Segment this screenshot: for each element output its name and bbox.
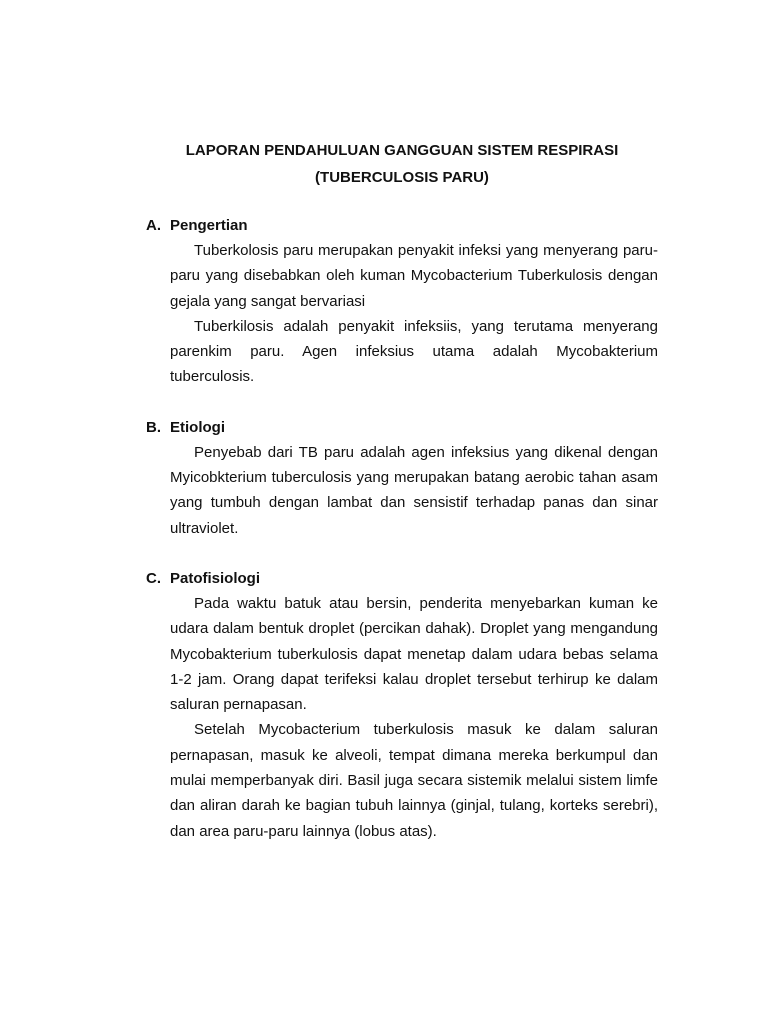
title-line-1: LAPORAN PENDAHULUAN GANGGUAN SISTEM RESPIRASI <box>185 142 619 159</box>
title-line-2: (TUBERCULOSIS PARU) <box>315 169 489 186</box>
section-heading <box>146 213 658 238</box>
paragraph: Tuberkilosis adalah penyakit infeksiis, yang terutama menyerang parenkim paru. Agen infeksius utama adalah Mycobakterium tuberculosis. <box>170 317 658 386</box>
section-letter: A. <box>146 217 161 234</box>
paragraph: Penyebab dari TB paru adalah agen infeksius yang dikenal dengan Myicobkterium tuberculosis yang merupakan batang aerobic tahan asam yang tumbuh dengan lambat dan sensistif terhadap panas dan sinar ultraviolet. <box>170 443 658 537</box>
paragraph: Pada waktu batuk atau bersin, penderita menyebarkan kuman ke udara dalam bentuk droplet (percikan dahak). Droplet yang mengandung Mycobakterium tuberkulosis dapat menetap dalam udara bebas selama 1-2 jam. Orang dapat terifeksi kalau droplet tersebut terhirup ke dalam saluran pernapasan. <box>170 594 658 714</box>
paragraph: Tuberkolosis paru merupakan penyakit infeksi yang menyerang paru-paru yang disebabkan oleh kuman Mycobacterium Tuberkulosis dengan gejala yang sangat bervariasi <box>170 242 658 310</box>
section-letter: C. <box>146 569 161 587</box>
section-heading-text: Patofisiologi <box>170 569 260 587</box>
section-pengertian <box>146 213 658 390</box>
section-etiologi <box>146 415 658 541</box>
document-title <box>146 137 658 191</box>
section-heading-text: Pengertian <box>170 217 248 234</box>
section-heading <box>146 415 658 440</box>
section-heading-text: Etiologi <box>170 418 225 436</box>
paragraph: Setelah Mycobacterium tuberkulosis masuk ke dalam saluran pernapasan, masuk ke alveoli, tempat dimana mereka berkumpul dan mulai memperbanyak diri. Basil juga secara sistemik melalui sistem limfe dan aliran darah ke bagian tubuh lainnya (ginjal, tulang, korteks serebri), dan area paru-paru lainnya (lobus atas). <box>170 721 658 840</box>
section-heading <box>146 566 658 591</box>
section-letter: B. <box>146 418 161 436</box>
section-patofisiologi <box>146 566 658 844</box>
